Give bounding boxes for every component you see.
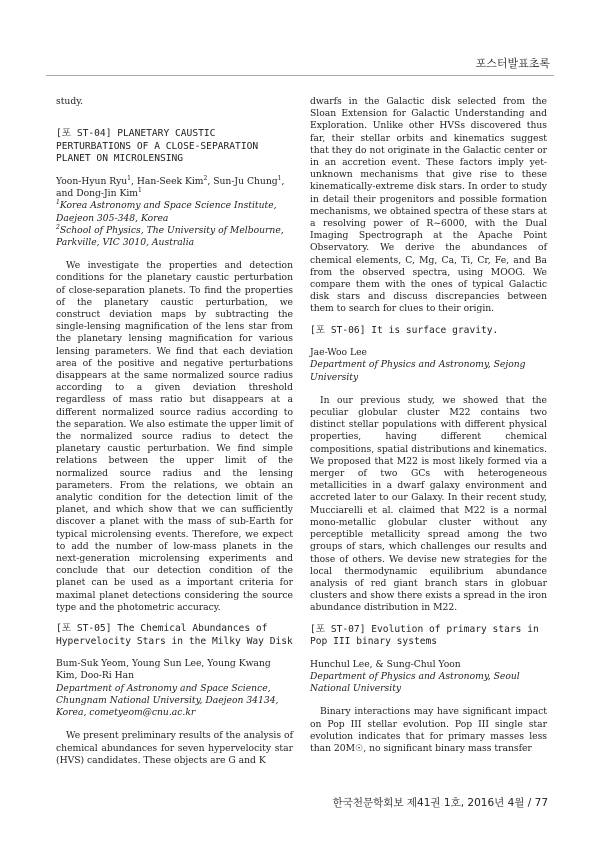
affiliation-st07: Department of Physics and Astronomy, Seoul National University [310, 670, 520, 695]
spacer [56, 108, 293, 119]
affiliation-st04-2: $^2$School of Physics, The University of Melbourne, Parkville, VIC 3010, Australia [56, 223, 284, 248]
abstract-body-st05-continued: dwarfs in the Galactic disk selected from the Sloan Extension for Galactic Understanding and Exploration. Unlike other HVSs discovered thus far, their stellar orbits and kinematics suggest that they do not originate in the Galactic center or in an accretion event. These factors imply yet-unknown mechanisms that give rise to these kinematically-extreme disk stars. In order to study in detail their progenitors and possible formation mechanisms, we obtained spectra of these stars at a resolving power of R~6000, with the Dual Imaging Spectrograph at the Apache Point Observatory. We derive the abundances of chemical elements, C, Mg, Ca, Ti, Cr, Fe, and Ba from the observed spectra, using MOOG. We compare them with the ones of typical Galactic disk stars and discuss discrepancies between them to search for clues to their origin. [310, 96, 547, 315]
spacer [56, 249, 293, 260]
authors-st06: Jae-Woo Lee [310, 347, 367, 359]
abstract-title-st06: [포 ST-06] It is surface gravity. [310, 324, 499, 336]
authors-st07: Hunchul Lee, & Sung-Chul Yoon [310, 658, 461, 670]
affiliation-st06: Department of Physics and Astronomy, Sejong University [310, 359, 526, 383]
right-column [310, 96, 547, 755]
abstract-title-st04: [포 ST-04] PLANETARY CAUSTIC PERTURBATIONS OF A CLOSE-SEPARATION PLANET ON MICROLENSING [56, 128, 259, 165]
abstract-title-st05: [포 ST-05] The Chemical Abundances of Hypervelocity Stars in the Milky Way Disk [56, 623, 293, 647]
abstract-body-st04: We investigate the properties and detection conditions for the planetary caustic perturbation of close-separation planets. To find the properties of the planetary caustic perturbation, we construct deviation maps by subtracting the single-lensing magnification of the lens star from the planetary lensing magnification for various lensing parameters. We find that each deviation area of the positive and negative perturbations disappears at the same normalized source radius according to a given deviation threshold regardless of mass ratio but disappears at a different normalized source radius according to the separation. We also estimate the upper limit of the normalized source radius to detect the planetary caustic perturbation. We find simple relations between the upper limit of the normalized source radius and the lensing parameters. From the relations, we obtain an analytic condition for the detection limit of the planet, and which show that we can sufficiently discover a planet with the mass of sub-Earth for typical microlensing events. Therefore, we expect to add the number of low-mass planets in the next-generation microlensing experiments and conclude that our detection condition of the planet can be used as a important criteria for maximal planet detections considering the source type and the photometric accuracy. [56, 260, 293, 613]
affiliation-st05: Department of Astronomy and Space Science, Chungnam National University, Daejeon 34134, Korea, cometyeom@cnu.ac.kr [56, 682, 279, 719]
spacer [310, 695, 547, 706]
spacer [56, 719, 293, 730]
abstract-body-st07-start: Binary interactions may have significant impact on Pop III stellar evolution. Pop III single star evolution indicates that for primary masses less than 20M☉, no significant binary mass transfer [310, 706, 547, 754]
authors-st05: Bum-Suk Yeom, Young Sun Lee, Young Kwang Kim, Doo-Ri Han [56, 658, 271, 682]
abstract-title-st07: [포 ST-07] Evolution of primary stars in Pop III binary systems [310, 623, 539, 648]
lead-text: study. [56, 96, 84, 107]
left-column [56, 96, 293, 767]
abstract-body-st05-start: We present preliminary results of the analysis of chemical abundances for seven hypervelocity star (HVS) candidates. These objects are G and K [56, 730, 293, 766]
running-title: 포스터발표초록 [475, 57, 550, 70]
affiliation-st04-1: $^1$Korea Astronomy and Space Science Institute, Daejeon 305-348, Korea [56, 199, 277, 224]
authors-st04: Yoon-Hyun Ryu$^1$, Han-Seek Kim$^2$, Sun-Ju Chung$^1$, and Dong-Jin Kim$^1$ [56, 174, 285, 200]
page-footer: 한국천문학회보 제41권 1호, 2016년 4월 / 77 [332, 797, 548, 809]
abstract-body-st06: In our previous study, we showed that the peculiar globular cluster M22 contains two distinct stellar populations with different physical properties, having different chemical compositions, spatial distributions and kinematics. We proposed that M22 is most likely formed via a merger of two GCs with heterogeneous metallicities in a dwarf galaxy environment and accreted later to our Galaxy. In their recent study, Mucciarelli et al. claimed that M22 is a normal mono-metallic globular cluster without any perceptible metallicity spread among the two groups of stars, which challenges our results and those of others. We devise new strategies for the local thermodynamic equilibrium abundance analysis of red giant branch stars in globuar clusters and show there exists a spread in the iron abundance distribution in M22. [310, 394, 547, 614]
spacer [310, 384, 547, 395]
header-rule [46, 75, 554, 76]
